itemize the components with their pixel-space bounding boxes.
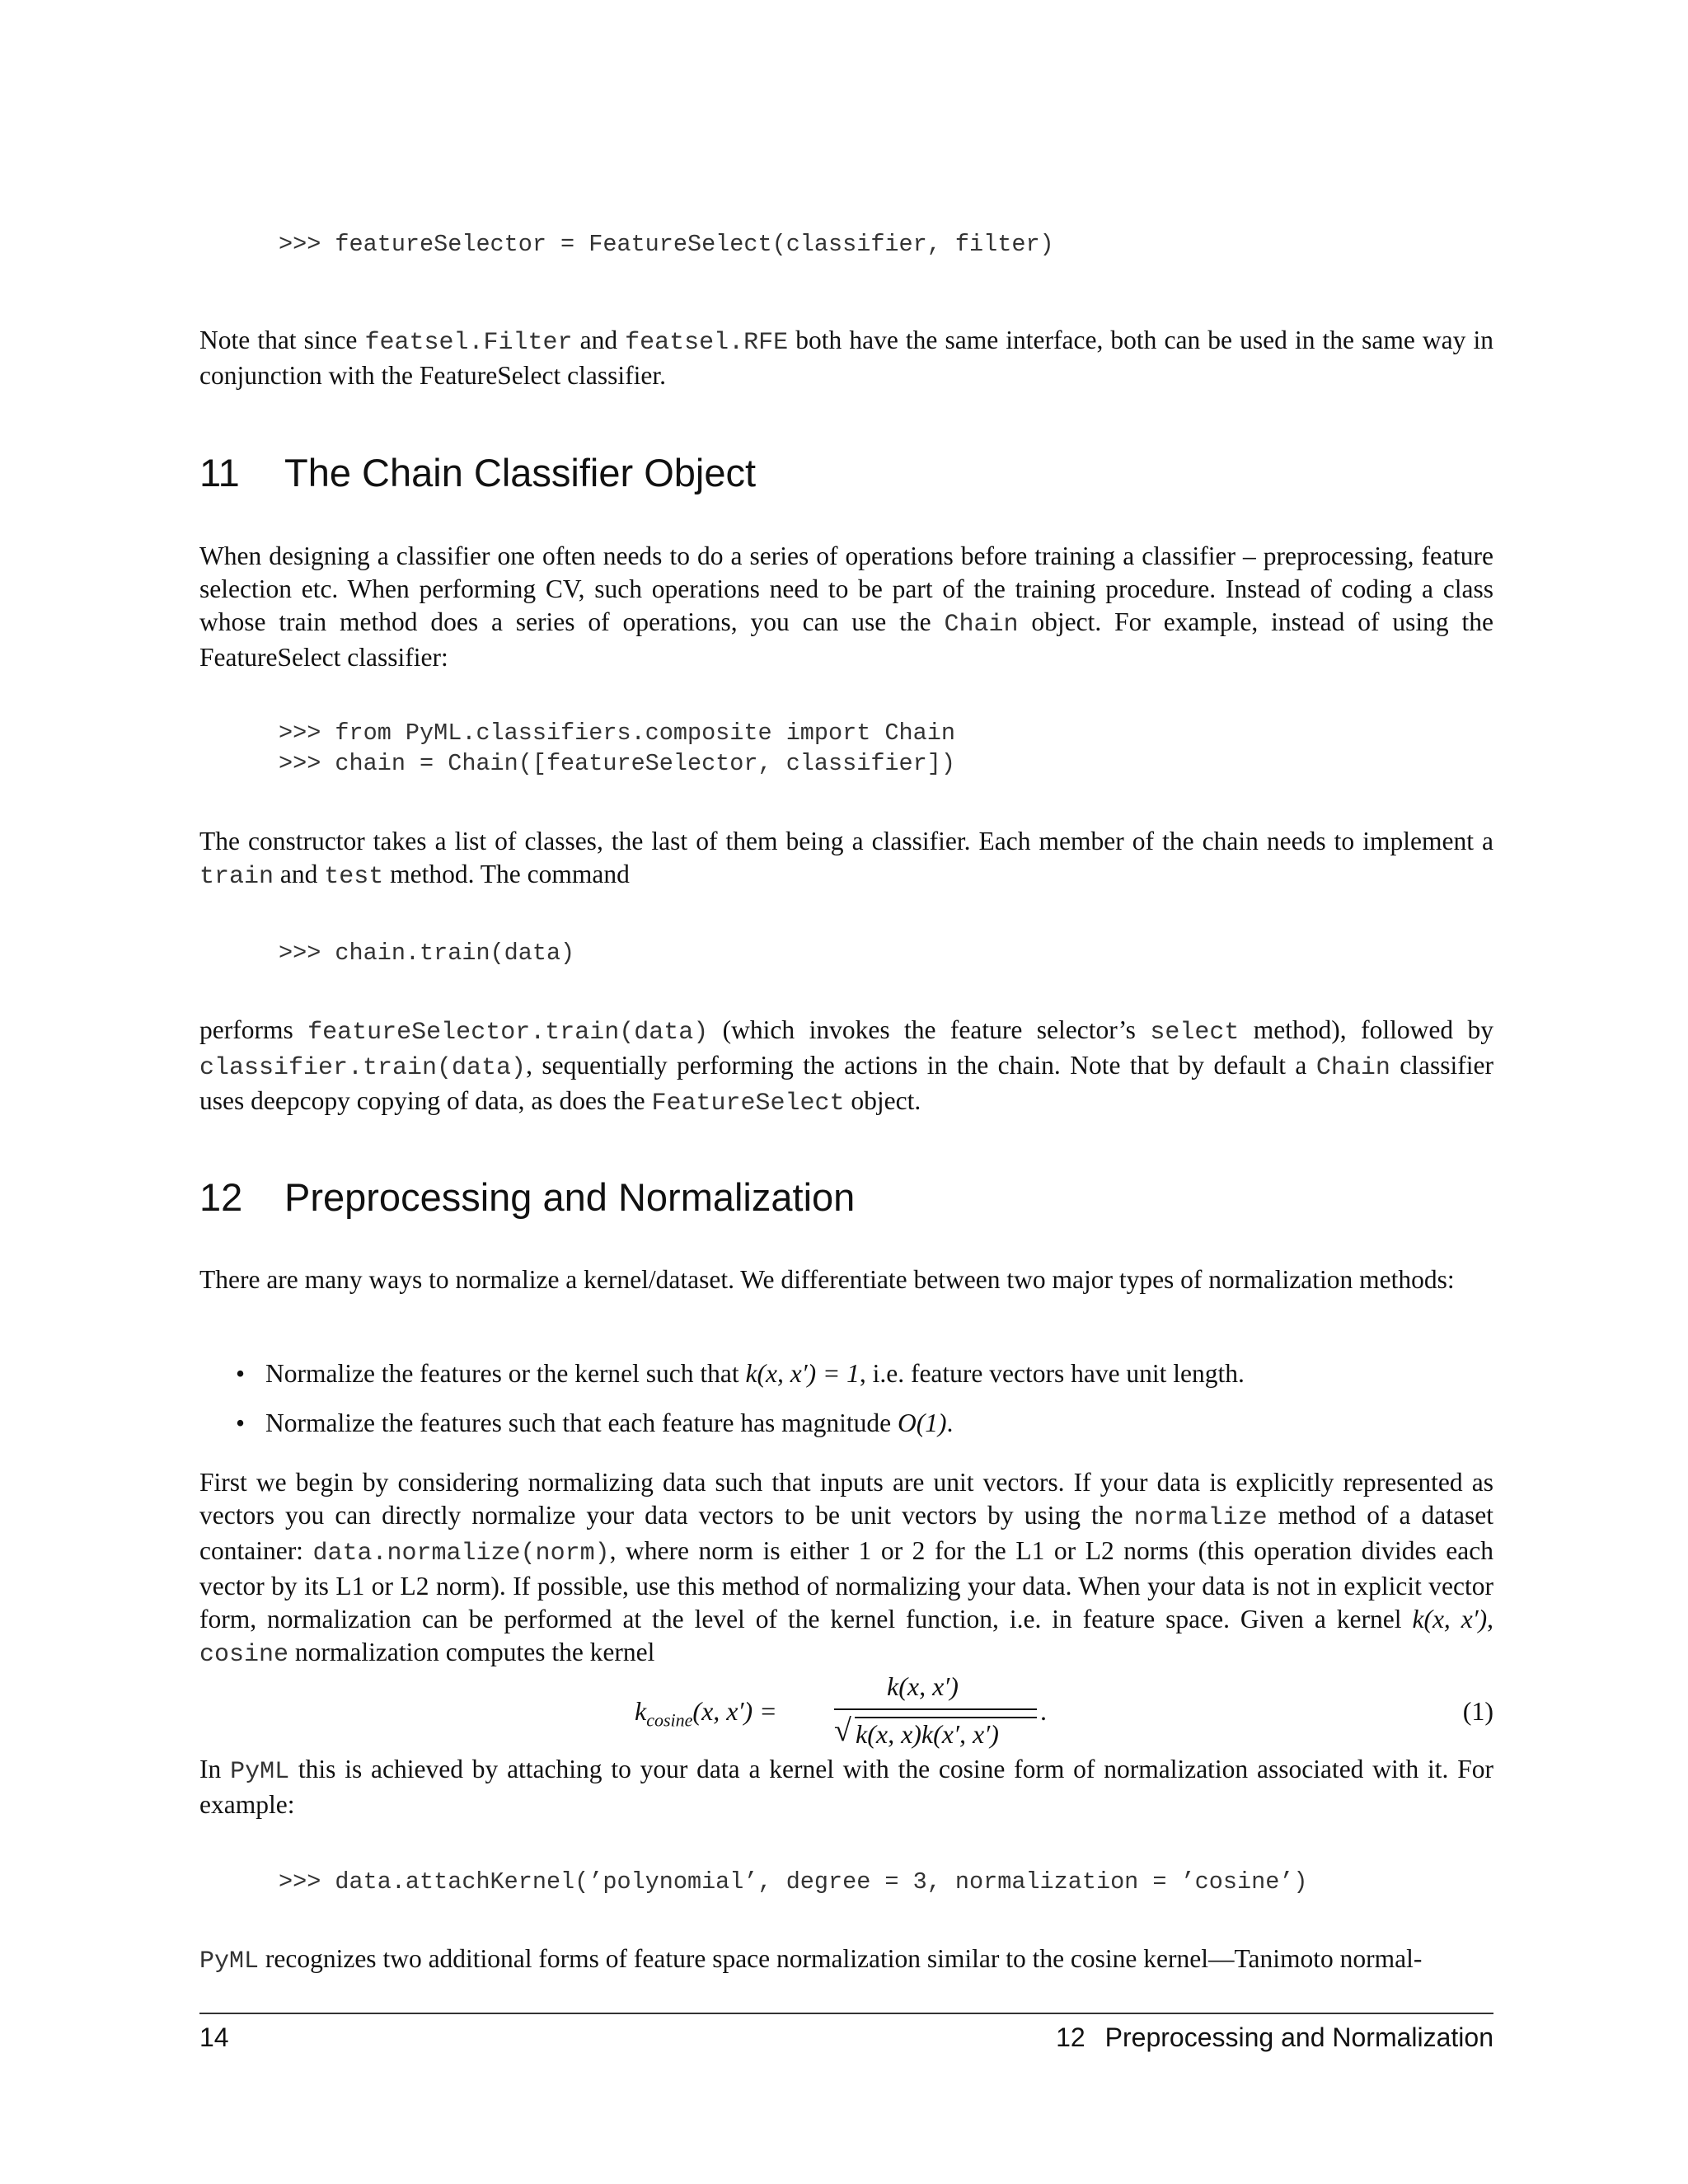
text: method. The command: [383, 860, 630, 888]
inline-code: data.normalize(norm): [312, 1540, 610, 1568]
code-line: >>> data.attachKernel(’polynomial’, degree = 3, normalization = ’cosine’): [279, 1868, 1308, 1896]
text: Normalize the features such that each feature has magnitude: [265, 1408, 898, 1437]
paragraph-performs: [199, 1014, 1493, 1120]
equation-numerator: k(x, x′): [887, 1671, 959, 1701]
text: ,: [1487, 1605, 1493, 1633]
text: , where norm is either 1 or 2 for the L1 or L2 norms (this operation divides each vector by its L1 or L2 norm). If possible, use this method of normalizing your data. When your data is not in explicit vector form, normalization can be performed at the level of the kernel function, i.e. in feature space. Given a kernel: [199, 1536, 1493, 1633]
bullet-list: [236, 1357, 1245, 1456]
text: normalization computes the kernel: [288, 1638, 655, 1666]
inline-code: featsel.RFE: [625, 329, 789, 357]
list-item: [236, 1407, 1245, 1440]
text: both have the same interface, both can be used in the same way in conjunction with the FeatureSelect classifier.: [199, 326, 1493, 390]
section-title: The Chain Classifier Object: [284, 451, 757, 494]
text: object.: [844, 1086, 921, 1115]
inline-code: featureSelector.train(data): [307, 1019, 709, 1047]
inline-code: Chain: [1315, 1054, 1390, 1082]
equation-cosine: [199, 1671, 1493, 1754]
code-line: >>> featureSelector = FeatureSelect(classifier, filter): [279, 231, 1054, 258]
text: (which invokes the feature selector’s: [708, 1015, 1151, 1044]
inline-code: classifier.train(data): [199, 1054, 527, 1082]
math: k(x, x′) = 1: [745, 1359, 860, 1388]
footer-page-number: 14: [199, 2022, 229, 2052]
text: .: [946, 1408, 954, 1437]
text: and: [572, 326, 626, 354]
paragraph-normalize-intro: [199, 1263, 1493, 1296]
text: performs: [199, 1015, 308, 1044]
paragraph-featsel-note: [199, 324, 1493, 392]
inline-code: PyML: [230, 1758, 290, 1786]
paragraph-chain-intro: [199, 540, 1493, 674]
paragraph-constructor: [199, 825, 1493, 893]
footer-section-number: 12: [1056, 2022, 1085, 2052]
text: There are many ways to normalize a kernel/dataset. We differentiate between two major types of normalization methods:: [199, 1265, 1455, 1294]
text: Normalize the features or the kernel such that: [265, 1359, 746, 1388]
code-line: >>> from PyML.classifiers.composite import Chain: [279, 719, 955, 747]
text: this is achieved by attaching to your data a kernel with the cosine form of normalization associated with it. For example:: [199, 1755, 1493, 1819]
inline-code: test: [324, 863, 384, 891]
inline-code: PyML: [199, 1947, 260, 1975]
section-number: 12: [199, 1175, 243, 1219]
section-heading-11: [199, 450, 756, 496]
paragraph-unit-vectors: [199, 1466, 1493, 1671]
text: classifier uses deepcopy copying of data, as does the: [199, 1051, 1493, 1115]
math: k(x, x′): [1412, 1605, 1488, 1633]
code-block-chain-train: [279, 938, 574, 968]
footer-rule: [199, 2013, 1493, 2014]
text: , sequentially performing the actions in the chain. Note that by default a: [526, 1051, 1316, 1080]
footer-section-title: Preprocessing and Normalization: [1104, 2022, 1493, 2052]
equation-number: (1): [1462, 1696, 1493, 1726]
text: object. For example, instead of using the FeatureSelect classifier:: [199, 607, 1493, 672]
sqrt-icon: √: [834, 1713, 851, 1748]
section-title: Preprocessing and Normalization: [284, 1175, 856, 1219]
fraction-bar: [834, 1708, 1037, 1710]
bullet-icon: •: [236, 1408, 246, 1437]
bullet-icon: •: [236, 1359, 246, 1388]
document-page: [199, 0, 1493, 2184]
list-item: [236, 1357, 1245, 1390]
text: , i.e. feature vectors have unit length.: [859, 1359, 1245, 1388]
inline-code: select: [1150, 1019, 1240, 1047]
text: When designing a classifier one often needs to do a series of operations before training a classifier – preprocessing, feature selection etc. When performing CV, such operations need to be part of the training procedure. Instead of coding a class whose train method does a series of operations, you can use the: [199, 541, 1493, 636]
text: recognizes two additional forms of feature space normalization similar to the cosine kernel—Tanimoto normal-: [259, 1944, 1423, 1973]
inline-code: cosine: [199, 1641, 289, 1669]
code-block-attach-kernel: [279, 1867, 1308, 1897]
text: method), followed by: [1239, 1015, 1493, 1044]
code-line: >>> chain = Chain([featureSelector, classifier]): [279, 750, 955, 777]
text: and: [274, 860, 325, 888]
code-block-feature-selector: [279, 229, 1054, 260]
paragraph-pyml-attach: [199, 1753, 1493, 1821]
inline-code: FeatureSelect: [651, 1090, 845, 1118]
paragraph-pyml-recognizes: [199, 1943, 1493, 1978]
footer-running-head: [1056, 2021, 1493, 2054]
section-heading-12: [199, 1174, 855, 1221]
inline-code: featsel.Filter: [364, 329, 573, 357]
math: O(1): [898, 1408, 947, 1437]
text: method of a dataset container:: [199, 1501, 1493, 1565]
text: In: [199, 1755, 231, 1783]
equation-subscript: cosine: [646, 1709, 693, 1731]
inline-code: normalize: [1133, 1504, 1268, 1532]
text: First we begin by considering normalizing data such that inputs are unit vectors. If your data is explicitly represented as vectors you can directly normalize your data vectors to be unit vectors by using the: [199, 1468, 1493, 1530]
equation-lhs: $k_{cosine}(x$, x′) =: [635, 1696, 777, 1731]
sqrt-bar: [855, 1717, 1037, 1718]
equation-denominator: k(x, x)k(x′, x′): [856, 1719, 999, 1749]
section-number: 11: [199, 451, 240, 494]
code-block-chain: [279, 718, 955, 779]
text: Note that since: [199, 326, 365, 354]
code-line: >>> chain.train(data): [279, 940, 575, 967]
equation-period: .: [1040, 1696, 1047, 1726]
text: The constructor takes a list of classes, the last of them being a classifier. Each member of the chain needs to implement a: [199, 827, 1493, 855]
inline-code: train: [199, 863, 274, 891]
inline-code: Chain: [944, 611, 1019, 639]
